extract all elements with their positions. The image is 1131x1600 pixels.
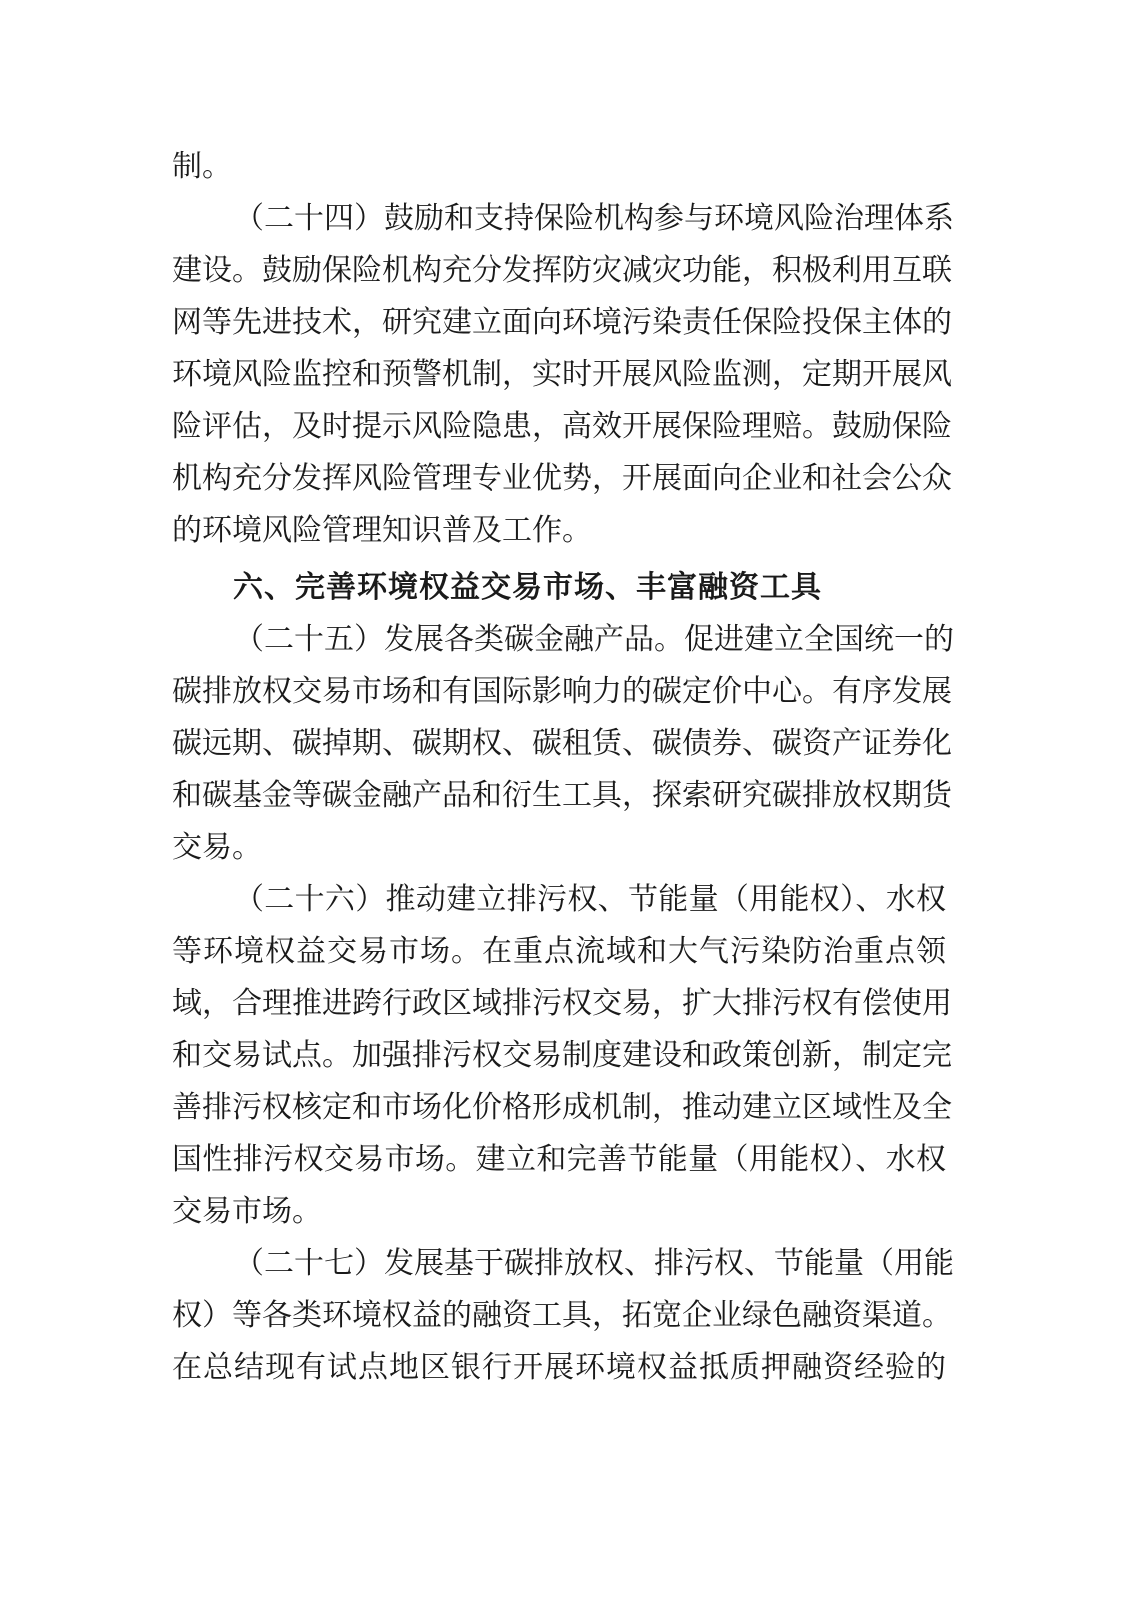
text-line: 的环境风险管理知识普及工作。 [172,513,592,548]
text-line: 碳远期、碳掉期、碳期权、碳租赁、碳债券、碳资产证券化 [172,726,952,761]
text-line: 等环境权益交易市场。在重点流域和大气污染防治重点领 [172,934,946,969]
paragraph-26-start: （二十六）推动建立排污权、节能量（用能权）、水权 [234,882,946,917]
section-heading: 六、完善环境权益交易市场、丰富融资工具 [233,570,822,605]
text-line: 交易。 [172,830,262,865]
text-line: 和碳基金等碳金融产品和衍生工具，探索研究碳排放权期货 [172,778,952,813]
text-line: 权）等各类环境权益的融资工具，拓宽企业绿色融资渠道。 [172,1298,952,1333]
text-line: 险评估，及时提示风险隐患，高效开展保险理赔。鼓励保险 [172,409,952,444]
text-line: 和交易试点。加强排污权交易制度建设和政策创新，制定完 [172,1038,952,1073]
text-line: 机构充分发挥风险管理专业优势，开展面向企业和社会公众 [172,461,952,496]
text-line: 交易市场。 [172,1194,322,1229]
text-line: 建设。鼓励保险机构充分发挥防灾减灾功能，积极利用互联 [172,253,952,288]
text-line: 善排污权核定和市场化价格形成机制，推动建立区域性及全 [172,1090,952,1125]
paragraph-27-start: （二十七）发展基于碳排放权、排污权、节能量（用能 [234,1246,954,1281]
text-line: 国性排污权交易市场。建立和完善节能量（用能权）、水权 [172,1142,946,1177]
text-line: 环境风险监控和预警机制，实时开展风险监测，定期开展风 [172,357,952,392]
text-line: 域，合理推进跨行政区域排污权交易，扩大排污权有偿使用 [172,986,952,1021]
paragraph-24-start: （二十四）鼓励和支持保险机构参与环境风险治理体系 [234,201,954,236]
text-line: 网等先进技术，研究建立面向环境污染责任保险投保主体的 [172,305,952,340]
text-line: 碳排放权交易市场和有国际影响力的碳定价中心。有序发展 [172,674,952,709]
text-line: 制。 [172,149,232,184]
paragraph-25-start: （二十五）发展各类碳金融产品。促进建立全国统一的 [234,622,954,657]
text-line: 在总结现有试点地区银行开展环境权益抵质押融资经验的 [172,1350,946,1385]
